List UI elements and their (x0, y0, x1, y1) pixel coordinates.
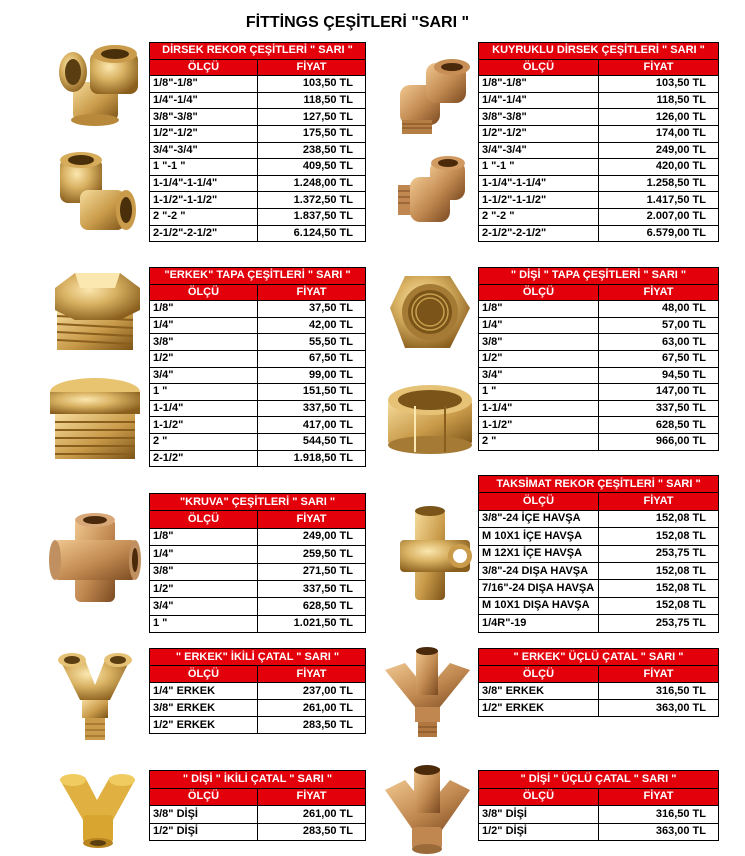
price-cell: 57,00 TL (599, 317, 719, 334)
size-cell: 1/4" ERKEK (150, 683, 258, 700)
distribution-fitting-image (390, 505, 480, 605)
table-row (479, 400, 719, 417)
female-double-fork-price-table (149, 770, 366, 841)
table-row (150, 317, 366, 334)
size-cell: 2-1/2"-2-1/2" (150, 225, 258, 242)
table-header-row (479, 284, 719, 301)
table-row (150, 301, 366, 318)
size-cell: 3/8" (150, 563, 258, 580)
column-header-price: FİYAT (258, 284, 366, 301)
price-cell: 63,00 TL (599, 334, 719, 351)
price-cell: 283,50 TL (258, 823, 366, 841)
size-cell: 3/4"-3/4" (479, 142, 599, 159)
table-row (150, 823, 366, 841)
column-header-size: ÖLÇÜ (479, 788, 599, 806)
table-row (150, 546, 366, 563)
table-title: TAKSİMAT REKOR ÇEŞİTLERİ " SARI " (479, 476, 719, 493)
table-row (150, 806, 366, 824)
table-title: "KRUVA" ÇEŞİTLERİ " SARI " (150, 494, 366, 511)
male-plug-price-table (149, 267, 366, 467)
table-row (150, 175, 366, 192)
table-row (150, 683, 366, 700)
table-row (479, 125, 719, 142)
price-cell: 253,75 TL (599, 615, 719, 632)
price-cell: 2.007,00 TL (599, 208, 719, 225)
size-cell: 3/4" (479, 367, 599, 384)
price-cell: 249,00 TL (258, 528, 366, 545)
size-cell: 3/8" DİŞİ (479, 806, 599, 824)
size-cell: 1-1/4" (150, 400, 258, 417)
table-title-row (479, 476, 719, 493)
column-header-price: FİYAT (599, 666, 719, 683)
size-cell: M 12X1 İÇE HAVŞA (479, 545, 599, 562)
tailed-elbow-image-2 (390, 155, 475, 240)
male-plug-image-1 (45, 268, 145, 358)
price-cell: 152,08 TL (599, 528, 719, 545)
table-row (479, 109, 719, 126)
table-row (150, 717, 366, 734)
male-double-fork-price-table (149, 648, 366, 734)
size-cell: 1/2" DİŞİ (150, 823, 258, 841)
price-cell: 1.258,50 TL (599, 175, 719, 192)
size-cell: 1-1/2"-1-1/2" (150, 192, 258, 209)
column-header-size: ÖLÇÜ (479, 284, 599, 301)
page-title: FİTTİNGS ÇEŞİTLERİ "SARI " (245, 14, 470, 31)
tailed-elbow-image-1 (390, 55, 475, 140)
female-double-fork-image (55, 765, 140, 850)
price-cell: 420,00 TL (599, 159, 719, 176)
column-header-size: ÖLÇÜ (479, 59, 599, 76)
price-cell: 283,50 TL (258, 717, 366, 734)
male-double-fork-image (50, 645, 140, 745)
price-cell: 1.837,50 TL (258, 208, 366, 225)
table-title: " DİŞİ " İKİLİ ÇATAL " SARI " (150, 771, 366, 789)
price-cell: 152,08 TL (599, 597, 719, 614)
table-row (479, 823, 719, 841)
table-row (479, 562, 719, 579)
table-title: " DİŞİ " ÜÇLÜ ÇATAL " SARI " (479, 771, 719, 789)
price-cell: 147,00 TL (599, 384, 719, 401)
table-row (150, 109, 366, 126)
column-header-size: ÖLÇÜ (150, 511, 258, 528)
size-cell: 1/4R"-19 (479, 615, 599, 632)
price-cell: 363,00 TL (599, 823, 719, 841)
size-cell: 1/4"-1/4" (479, 92, 599, 109)
size-cell: 1 " (479, 384, 599, 401)
table-title: DİRSEK REKOR ÇEŞİTLERİ " SARI " (150, 43, 366, 60)
price-cell: 628,50 TL (599, 417, 719, 434)
table-title-row (150, 268, 366, 285)
table-title-row (150, 494, 366, 511)
column-header-size: ÖLÇÜ (479, 666, 599, 683)
column-header-size: ÖLÇÜ (150, 284, 258, 301)
price-cell: 126,00 TL (599, 109, 719, 126)
price-cell: 67,50 TL (599, 350, 719, 367)
table-title-row (479, 649, 719, 666)
table-row (150, 700, 366, 717)
size-cell: 1/2" DİŞİ (479, 823, 599, 841)
table-row (150, 192, 366, 209)
price-cell: 409,50 TL (258, 159, 366, 176)
price-cell: 1.417,50 TL (599, 192, 719, 209)
table-title: "ERKEK" TAPA ÇEŞİTLERİ " SARI " (150, 268, 366, 285)
price-cell: 316,50 TL (599, 806, 719, 824)
size-cell: 1 " (150, 615, 258, 632)
column-header-size: ÖLÇÜ (150, 788, 258, 806)
table-row (479, 367, 719, 384)
price-cell: 363,00 TL (599, 700, 719, 717)
table-row (479, 208, 719, 225)
table-row (150, 598, 366, 615)
size-cell: 3/8" DİŞİ (150, 806, 258, 824)
size-cell: 1-1/4"-1-1/4" (150, 175, 258, 192)
tailed-elbow-price-table (478, 42, 719, 242)
table-row (150, 225, 366, 242)
table-row (479, 806, 719, 824)
size-cell: M 10X1 DIŞA HAVŞA (479, 597, 599, 614)
price-cell: 118,50 TL (599, 92, 719, 109)
table-row (150, 350, 366, 367)
size-cell: M 10X1 İÇE HAVŞA (479, 528, 599, 545)
price-cell: 316,50 TL (599, 683, 719, 700)
size-cell: 2 "-2 " (150, 208, 258, 225)
size-cell: 1-1/2" (479, 417, 599, 434)
size-cell: 1/4" (150, 546, 258, 563)
male-triple-fork-image (380, 645, 475, 740)
male-triple-fork-price-table (478, 648, 719, 717)
size-cell: 3/8"-3/8" (479, 109, 599, 126)
price-cell: 48,00 TL (599, 301, 719, 318)
size-cell: 1/8" (479, 301, 599, 318)
price-cell: 42,00 TL (258, 317, 366, 334)
table-row (479, 683, 719, 700)
table-row (479, 142, 719, 159)
male-plug-image-2 (45, 372, 145, 467)
size-cell: 3/8" (150, 334, 258, 351)
price-cell: 1.918,50 TL (258, 450, 366, 467)
size-cell: 3/4" (150, 598, 258, 615)
size-cell: 3/8" ERKEK (150, 700, 258, 717)
size-cell: 1/4" (479, 317, 599, 334)
price-cell: 271,50 TL (258, 563, 366, 580)
size-cell: 1/8"-1/8" (150, 76, 258, 93)
size-cell: 2 "-2 " (479, 208, 599, 225)
size-cell: 1/2" (150, 350, 258, 367)
size-cell: 1-1/2" (150, 417, 258, 434)
distribution-fitting-price-table (478, 475, 719, 633)
table-header-row (150, 511, 366, 528)
table-row (479, 510, 719, 527)
size-cell: 3/8"-3/8" (150, 109, 258, 126)
price-cell: 337,50 TL (599, 400, 719, 417)
price-cell: 417,00 TL (258, 417, 366, 434)
table-row (150, 334, 366, 351)
elbow-fitting-price-table (149, 42, 366, 242)
table-row (479, 159, 719, 176)
table-header-row (479, 59, 719, 76)
column-header-price: FİYAT (599, 788, 719, 806)
table-row (479, 175, 719, 192)
table-row (150, 433, 366, 450)
price-cell: 37,50 TL (258, 301, 366, 318)
table-title: " ERKEK" İKİLİ ÇATAL " SARI " (150, 649, 366, 666)
table-header-row (479, 666, 719, 683)
size-cell: 1/8" (150, 301, 258, 318)
price-cell: 67,50 TL (258, 350, 366, 367)
size-cell: 2-1/2"-2-1/2" (479, 225, 599, 242)
table-row (150, 125, 366, 142)
table-title: " ERKEK" ÜÇLÜ ÇATAL " SARI " (479, 649, 719, 666)
size-cell: 1/2" ERKEK (479, 700, 599, 717)
price-cell: 6.579,00 TL (599, 225, 719, 242)
column-header-price: FİYAT (258, 59, 366, 76)
table-title-row (479, 268, 719, 285)
price-cell: 103,50 TL (599, 76, 719, 93)
table-row (479, 350, 719, 367)
table-row (150, 367, 366, 384)
column-header-size: ÖLÇÜ (150, 59, 258, 76)
table-header-row (150, 284, 366, 301)
column-header-price: FİYAT (599, 59, 719, 76)
table-row (150, 142, 366, 159)
column-header-price: FİYAT (599, 493, 719, 510)
price-cell: 118,50 TL (258, 92, 366, 109)
table-title: KUYRUKLU DİRSEK ÇEŞİTLERİ " SARI " (479, 43, 719, 60)
size-cell: 1/4"-1/4" (150, 92, 258, 109)
table-header-row (479, 788, 719, 806)
table-row (479, 384, 719, 401)
column-header-price: FİYAT (258, 788, 366, 806)
table-row (479, 76, 719, 93)
size-cell: 1/8" (150, 528, 258, 545)
price-cell: 175,50 TL (258, 125, 366, 142)
price-cell: 544,50 TL (258, 433, 366, 450)
price-cell: 238,50 TL (258, 142, 366, 159)
size-cell: 1/8"-1/8" (479, 76, 599, 93)
size-cell: 3/8" ERKEK (479, 683, 599, 700)
table-row (479, 615, 719, 632)
size-cell: 3/8" (479, 334, 599, 351)
table-header-row (150, 788, 366, 806)
size-cell: 1-1/4"-1-1/4" (479, 175, 599, 192)
column-header-price: FİYAT (258, 511, 366, 528)
size-cell: 1/2" (150, 580, 258, 597)
size-cell: 2 " (150, 433, 258, 450)
table-row (479, 433, 719, 450)
female-cap-image-1 (380, 268, 475, 358)
table-row (479, 192, 719, 209)
table-row (150, 563, 366, 580)
table-title-row (479, 43, 719, 60)
price-cell: 152,08 TL (599, 580, 719, 597)
column-header-price: FİYAT (599, 284, 719, 301)
price-cell: 337,50 TL (258, 400, 366, 417)
size-cell: 1-1/4" (479, 400, 599, 417)
table-row (150, 76, 366, 93)
size-cell: 1 "-1 " (479, 159, 599, 176)
table-title-row (150, 43, 366, 60)
price-cell: 966,00 TL (599, 433, 719, 450)
price-cell: 337,50 TL (258, 580, 366, 597)
price-cell: 99,00 TL (258, 367, 366, 384)
price-cell: 628,50 TL (258, 598, 366, 615)
size-cell: 1/2" (479, 350, 599, 367)
size-cell: 1/2" ERKEK (150, 717, 258, 734)
price-cell: 127,50 TL (258, 109, 366, 126)
size-cell: 3/8"-24 İÇE HAVŞA (479, 510, 599, 527)
female-cap-price-table (478, 267, 719, 451)
table-row (150, 208, 366, 225)
elbow-fitting-image-1 (55, 42, 145, 127)
price-cell: 55,50 TL (258, 334, 366, 351)
size-cell: 1 "-1 " (150, 159, 258, 176)
size-cell: 3/8"-24 DIŞA HAVŞA (479, 562, 599, 579)
female-triple-fork-image (380, 765, 475, 855)
price-cell: 253,75 TL (599, 545, 719, 562)
price-cell: 151,50 TL (258, 384, 366, 401)
price-cell: 1.021,50 TL (258, 615, 366, 632)
size-cell: 1/4" (150, 317, 258, 334)
price-cell: 237,00 TL (258, 683, 366, 700)
female-cap-image-2 (380, 378, 480, 458)
table-row (150, 159, 366, 176)
table-row (479, 700, 719, 717)
table-row (150, 417, 366, 434)
table-row (150, 384, 366, 401)
table-header-row (150, 666, 366, 683)
size-cell: 1 " (150, 384, 258, 401)
size-cell: 1/2"-1/2" (150, 125, 258, 142)
table-row (479, 545, 719, 562)
price-cell: 6.124,50 TL (258, 225, 366, 242)
cross-fitting-image (45, 510, 145, 610)
table-row (150, 400, 366, 417)
price-cell: 174,00 TL (599, 125, 719, 142)
price-cell: 1.372,50 TL (258, 192, 366, 209)
table-row (479, 301, 719, 318)
price-cell: 94,50 TL (599, 367, 719, 384)
price-cell: 1.248,00 TL (258, 175, 366, 192)
size-cell: 1-1/2"-1-1/2" (479, 192, 599, 209)
table-header-row (479, 493, 719, 510)
size-cell: 3/4" (150, 367, 258, 384)
price-cell: 152,08 TL (599, 562, 719, 579)
price-cell: 259,50 TL (258, 546, 366, 563)
table-row (479, 528, 719, 545)
price-cell: 152,08 TL (599, 510, 719, 527)
cross-fitting-price-table (149, 493, 366, 633)
size-cell: 3/4"-3/4" (150, 142, 258, 159)
column-header-size: ÖLÇÜ (150, 666, 258, 683)
size-cell: 2 " (479, 433, 599, 450)
table-row (479, 334, 719, 351)
size-cell: 1/2"-1/2" (479, 125, 599, 142)
elbow-fitting-image-2 (50, 150, 140, 240)
table-row (479, 417, 719, 434)
table-header-row (150, 59, 366, 76)
table-row (150, 528, 366, 545)
size-cell: 2-1/2" (150, 450, 258, 467)
column-header-size: ÖLÇÜ (479, 493, 599, 510)
size-cell: 7/16"-24 DIŞA HAVŞA (479, 580, 599, 597)
price-cell: 103,50 TL (258, 76, 366, 93)
female-triple-fork-price-table (478, 770, 719, 841)
table-title-row (150, 771, 366, 789)
table-row (479, 92, 719, 109)
table-row (150, 92, 366, 109)
table-row (150, 450, 366, 467)
table-title-row (479, 771, 719, 789)
table-title-row (150, 649, 366, 666)
table-row (479, 597, 719, 614)
table-row (479, 225, 719, 242)
table-row (150, 580, 366, 597)
table-row (479, 580, 719, 597)
table-row (479, 317, 719, 334)
price-cell: 249,00 TL (599, 142, 719, 159)
price-cell: 261,00 TL (258, 806, 366, 824)
column-header-price: FİYAT (258, 666, 366, 683)
table-title: " DİŞİ " TAPA ÇEŞİTLERİ " SARI " (479, 268, 719, 285)
price-cell: 261,00 TL (258, 700, 366, 717)
table-row (150, 615, 366, 632)
